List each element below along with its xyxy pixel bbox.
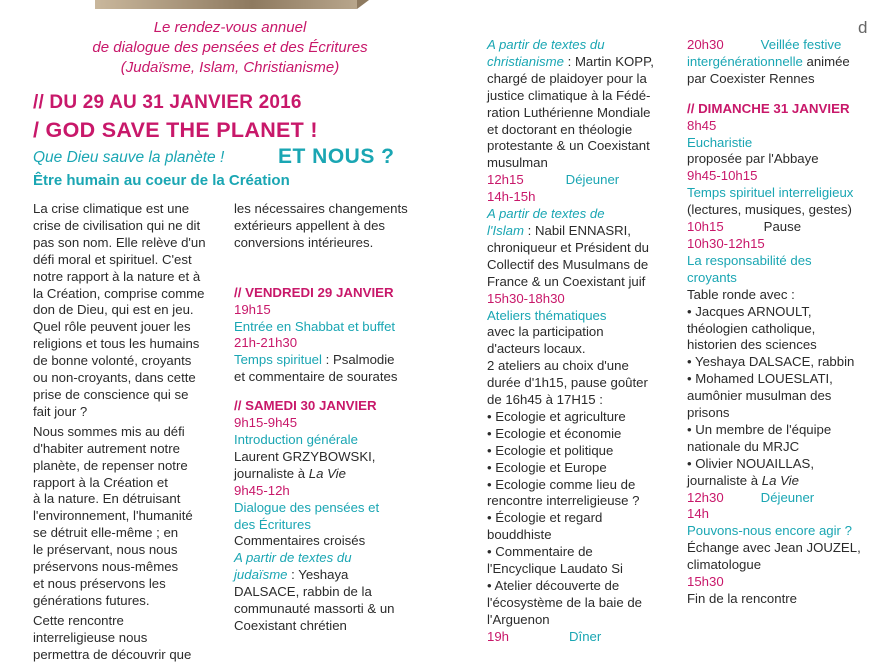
text-line: l'Arguenon: [487, 611, 550, 627]
text-line: aumônier musulman des: [687, 388, 832, 404]
text-line: interreligieuse nous: [33, 629, 148, 645]
event-text-block: [487, 324, 672, 628]
text-line: se détruit elle-même ; en: [33, 525, 179, 541]
event-title: Dîner: [569, 628, 602, 644]
subtitle-et-nous: ET NOUS ?: [278, 145, 395, 168]
text-line: justice climatique à la Fédé-: [487, 87, 651, 103]
text-line: Nous sommes mis au défi: [33, 423, 185, 439]
text-line: d'habiter autrement notre: [33, 440, 180, 456]
time-slot: 19h15: [234, 301, 271, 317]
text-line: l'écosystème de la baie de: [487, 594, 642, 610]
event-title: Temps spirituel: [234, 352, 322, 368]
text-line: pas son nom. Elle relève d'un: [33, 234, 206, 250]
text-line: DALSACE, rabbin de la: [234, 584, 372, 600]
magazine-name: La Vie: [308, 465, 346, 481]
text-line: • Ecologie et agriculture: [487, 408, 626, 424]
text-line: • Mohamed LOUESLATI,: [687, 371, 833, 387]
event-title: Introduction générale: [234, 431, 358, 447]
time-slot: 14h-15h: [487, 189, 536, 205]
text-line: planète, de repenser notre: [33, 457, 188, 473]
text-line: Quel rôle peuvent jouer les: [33, 319, 191, 335]
event-line: [234, 466, 446, 483]
text-line: crise de civilisation qui ne dit: [33, 217, 201, 233]
day-heading-samedi: // SAMEDI 30 JANVIER: [234, 398, 377, 414]
text-line: • Ecologie et économie: [487, 425, 622, 441]
session-title: A partir de textes du: [487, 37, 605, 52]
event-text: journaliste à: [234, 465, 309, 481]
text-line: 2 ateliers au choix d'une: [487, 358, 629, 374]
text-line: Table ronde avec :: [687, 286, 795, 302]
time-slot: 8h45: [687, 117, 717, 133]
event-title: Eucharistie: [687, 134, 753, 150]
event-title: des Écritures: [234, 516, 311, 532]
text-line: protestante & un Coexistant: [487, 138, 650, 154]
column-intro-text: [33, 201, 221, 663]
day-heading-vendredi: // VENDREDI 29 JANVIER: [234, 284, 394, 300]
text-line: d'acteurs locaux.: [487, 341, 586, 357]
event-text: Fin de la rencontre: [687, 591, 797, 606]
text-line: théologien catholique,: [687, 320, 816, 336]
event-text: et commentaire de sourates: [234, 369, 398, 385]
text-line: et nous préservons les: [33, 575, 166, 591]
text-line: générations futures.: [33, 592, 150, 608]
time-slot: 21h-21h30: [234, 335, 298, 351]
event-title: Déjeuner: [565, 172, 620, 188]
text-line: chroniqueur et Président du: [487, 239, 650, 255]
event-line: [487, 223, 672, 240]
time-slot: 10h30-12h15: [687, 235, 765, 251]
text-line: chargé de plaidoyer pour la: [487, 70, 647, 86]
subtitle-french: Que Dieu sauve la planète !: [33, 149, 225, 166]
event-text: Laurent GRZYBOWSKI,: [234, 448, 376, 464]
text-line: défi moral et spirituel. C'est: [33, 251, 192, 267]
intro-heading: [10, 18, 450, 78]
text-line: fait jour ?: [33, 403, 88, 419]
event-title: intergénérationnelle: [687, 53, 803, 69]
text-line: communauté massorti & un: [234, 601, 395, 617]
event-text: Pause: [763, 219, 802, 235]
event-title: Dialogue des pensées et: [234, 499, 380, 515]
time-row: [687, 219, 872, 236]
event-line: [234, 352, 446, 369]
time-slot: 14h: [687, 506, 710, 522]
text-line: historien des sciences: [687, 337, 817, 353]
text-line: rapport à la Création et: [33, 474, 168, 490]
time-slot: 12h30: [687, 489, 724, 505]
column-program-2: [487, 37, 672, 646]
time-row: [487, 629, 672, 646]
event-text: Échange avec Jean JOUZEL,: [687, 540, 861, 556]
text-line: religions et tous les humains: [33, 336, 200, 352]
time-slot: 9h15-9h45: [234, 415, 298, 431]
intro-line: (Judaïsme, Islam, Christianisme): [120, 59, 340, 76]
event-title: Temps spirituel interreligieux: [687, 185, 854, 201]
event-text: Commentaires croisés: [234, 533, 366, 549]
time-slot: 9h45-12h: [234, 482, 290, 498]
time-slot: 15h30-18h30: [487, 290, 565, 306]
text-line: l'Encyclique Laudato Si: [487, 561, 623, 577]
text-line: • Olivier NOUAILLAS,: [687, 455, 815, 471]
text-line: ou non-croyants, dans cette: [33, 370, 196, 386]
text-line: l'environnement, l'humanité: [33, 508, 193, 524]
session-title: A partir de textes du: [234, 550, 352, 566]
event-text: climatologue: [687, 557, 762, 573]
text-line: durée d'1h15, pause goûter: [487, 375, 648, 391]
event-text: animée: [802, 53, 850, 69]
text-line: Collectif des Musulmans de: [487, 256, 649, 272]
event-title: Ateliers thématiques: [487, 307, 607, 323]
text-line: Coexistant chrétien: [234, 617, 347, 633]
text-line: prisons: [687, 405, 730, 421]
intro-line: Le rendez-vous annuel: [153, 19, 307, 36]
text-line: préservons nous-mêmes: [33, 559, 179, 575]
text-line: • Ecologie et politique: [487, 442, 614, 458]
text-line: de bonne volonté, croyants: [33, 353, 192, 369]
text-line: la Création, comprise comme: [33, 285, 205, 301]
event-line: [234, 567, 446, 584]
text-line: • Commentaire de: [487, 544, 593, 560]
event-title: / GOD SAVE THE PLANET !: [33, 118, 318, 142]
text-line: France & un Coexistant juif: [487, 273, 646, 289]
event-text: par Coexister Rennes: [687, 70, 815, 86]
subtitle-theme: Être humain au coeur de la Création: [33, 172, 290, 189]
time-row: [687, 37, 872, 54]
event-dates: // DU 29 AU 31 JANVIER 2016: [33, 92, 302, 113]
event-text: (lectures, musiques, gestes): [687, 202, 852, 218]
text-line: de 16h45 à 17H15 :: [487, 392, 603, 408]
text-line: à la nature. En détruisant: [33, 491, 181, 507]
text-line: • Yeshaya DALSACE, rabbin: [687, 354, 855, 370]
event-title: Déjeuner: [760, 489, 815, 505]
time-slot: 10h15: [687, 219, 724, 235]
time-slot: 12h15: [487, 172, 524, 188]
text-line: et doctorant en théologie: [487, 121, 633, 137]
text-line: • Un membre de l'équipe: [687, 421, 832, 437]
event-text: : Psalmodie: [321, 352, 395, 368]
column-program-3: [687, 37, 872, 608]
time-row: [687, 490, 872, 507]
paragraph-2: [33, 424, 221, 610]
text-line: don de Dieu, qui est en jeu.: [33, 302, 194, 318]
text-line: • Jacques ARNOULT,: [687, 303, 812, 319]
time-slot: 19h: [487, 628, 510, 644]
intro-line: de dialogue des pensées et des Écritures: [92, 39, 368, 56]
paragraph-continuation: [234, 201, 446, 252]
time-slot: 20h30: [687, 37, 724, 52]
column-program-1: [234, 201, 446, 635]
time-slot: 15h30: [687, 574, 724, 590]
time-row: [487, 172, 672, 189]
event-text: proposée par l'Abbaye: [687, 151, 819, 167]
time-slot: 9h45-10h15: [687, 168, 758, 184]
text-line: rencontre interreligieuse ?: [487, 493, 640, 509]
event-text: : Martin KOPP,: [563, 53, 654, 69]
session-title: l'Islam: [487, 222, 524, 238]
text-line: notre rapport à la nature et à: [33, 268, 201, 284]
text-line: prise de conscience qui se: [33, 386, 189, 402]
text-line: avec la participation: [487, 324, 604, 340]
event-title: Entrée en Shabbat et buffet: [234, 318, 396, 334]
text-line: • Écologie et regard: [487, 510, 603, 526]
event-title: Veillée festive: [760, 37, 842, 52]
event-text-block: [487, 71, 672, 172]
event-text: : Yeshaya: [287, 567, 349, 583]
event-line: [687, 473, 872, 490]
text-line: le préservant, nous nous: [33, 542, 178, 558]
magazine-name: La Vie: [761, 472, 799, 488]
text-line: La crise climatique est une: [33, 201, 190, 216]
text-line: ration Luthérienne Mondiale: [487, 104, 651, 120]
day-heading-dimanche: // DIMANCHE 31 JANVIER: [687, 100, 850, 116]
text-line: permettra de découvrir que: [33, 646, 192, 662]
event-text-block: [687, 287, 872, 473]
paragraph-3: [33, 613, 221, 663]
text-line: musulman: [487, 155, 548, 171]
text-line: • Ecologie et Europe: [487, 459, 607, 475]
event-text-block: [234, 584, 446, 635]
next-page-fragment: d: [858, 18, 868, 37]
text-line: extérieurs appellent à des: [234, 217, 386, 233]
text-line: bouddhiste: [487, 527, 552, 543]
event-title: croyants: [687, 269, 737, 285]
text-line: nationale du MRJC: [687, 438, 800, 454]
paragraph-1: [33, 201, 221, 421]
session-title: christianisme: [487, 53, 564, 69]
text-line: conversions intérieures.: [234, 234, 374, 250]
event-text-block: [487, 240, 672, 291]
text-line: les nécessaires changements: [234, 201, 408, 216]
event-title: La responsabilité des: [687, 252, 812, 268]
event-text: journaliste à: [687, 472, 762, 488]
session-title: judaïsme: [234, 567, 288, 583]
event-title: Pouvons-nous encore agir ?: [687, 523, 852, 539]
top-photo-strip: [95, 0, 357, 9]
text-line: • Ecologie comme lieu de: [487, 476, 636, 492]
text-line: • Atelier découverte de: [487, 578, 620, 593]
event-text: : Nabil ENNASRI,: [523, 222, 631, 238]
session-title: A partir de textes de: [487, 206, 605, 222]
event-line: [687, 54, 872, 71]
event-line: [487, 54, 672, 71]
text-line: Cette rencontre: [33, 612, 124, 628]
